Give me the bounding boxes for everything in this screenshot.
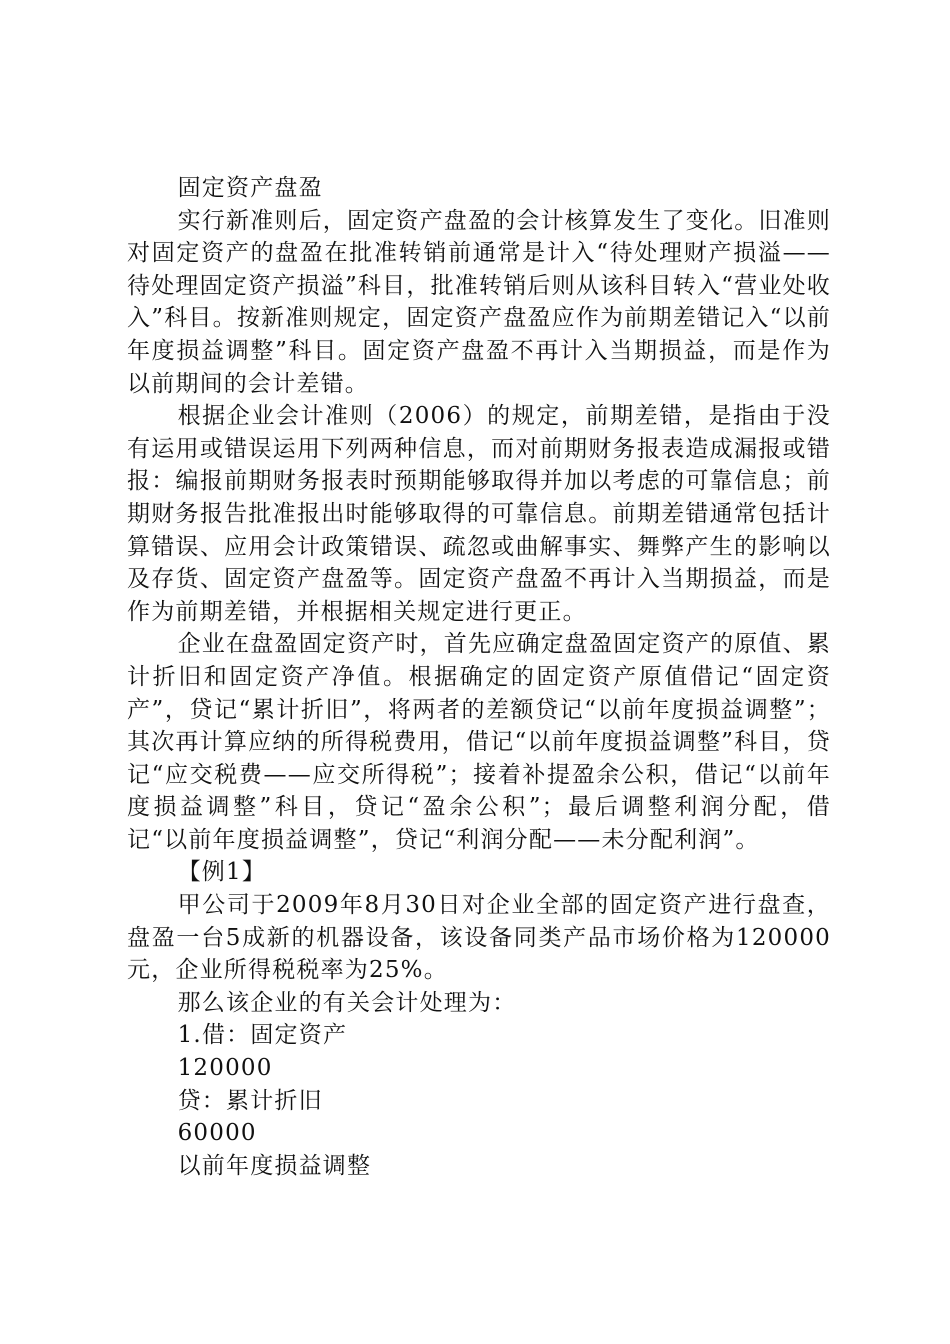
accounting-intro: 那么该企业的有关会计处理为：	[177, 989, 517, 1016]
example-text: 甲公司于2009年8月30日对企业全部的固定资产进行盘查，盘盈一台5成新的机器设备，该设备同类产品市场价格为120000元，企业所得税税率为25%。	[127, 892, 831, 984]
example-label: 【例1】	[177, 859, 267, 886]
credit-entry: 贷：累计折旧	[177, 1087, 323, 1114]
adjustment-entry: 以前年度损益调整	[177, 1152, 372, 1179]
paragraph-2: 根据企业会计准则（2006）的规定，前期差错，是指由于没有运用或错误运用下列两种信息，而对前期财务报表造成漏报或错报：编报前期财务报表时预期能够取得并加以考虑的可靠信息；前期财务报告批准报出时能够取得的可靠信息。前期差错通常包括计算错误、应用会计政策错误、疏忽或曲解事实、舞弊产生的影响以及存货、固定资产盘盈等。固定资产盘盈不再计入当期损益，而是作为前期差错，并根据相关规定进行更正。	[127, 403, 831, 625]
document-page	[127, 172, 831, 1182]
credit-amount: 60000	[177, 1120, 257, 1147]
debit-amount: 120000	[177, 1055, 273, 1082]
paragraph-3: 企业在盘盈固定资产时，首先应确定盘盈固定资产的原值、累计折旧和固定资产净值。根据确定的固定资产原值借记“固定资产”，贷记“累计折旧”，将两者的差额贷记“以前年度损益调整”；其次再计算应纳的所得税费用，借记“以前年度损益调整”科目，贷记“应交税费——应交所得税”；接着补提盈余公积，借记“以前年度损益调整”科目，贷记“盈余公积”；最后调整利润分配，借记“以前年度损益调整”，贷记“利润分配——未分配利润”。	[127, 631, 831, 853]
paragraph-1: 实行新准则后，固定资产盘盈的会计核算发生了变化。旧准则对固定资产的盘盈在批准转销前通常是计入“待处理财产损溢——待处理固定资产损溢”科目，批准转销后则从该科目转入“营业处收入”科目。按新准则规定，固定资产盘盈应作为前期差错记入“以前年度损益调整”科目。固定资产盘盈不再计入当期损益，而是作为以前期间的会计差错。	[127, 207, 831, 397]
debit-entry: 1.借：固定资产	[177, 1022, 348, 1049]
section-heading: 固定资产盘盈	[177, 175, 323, 201]
